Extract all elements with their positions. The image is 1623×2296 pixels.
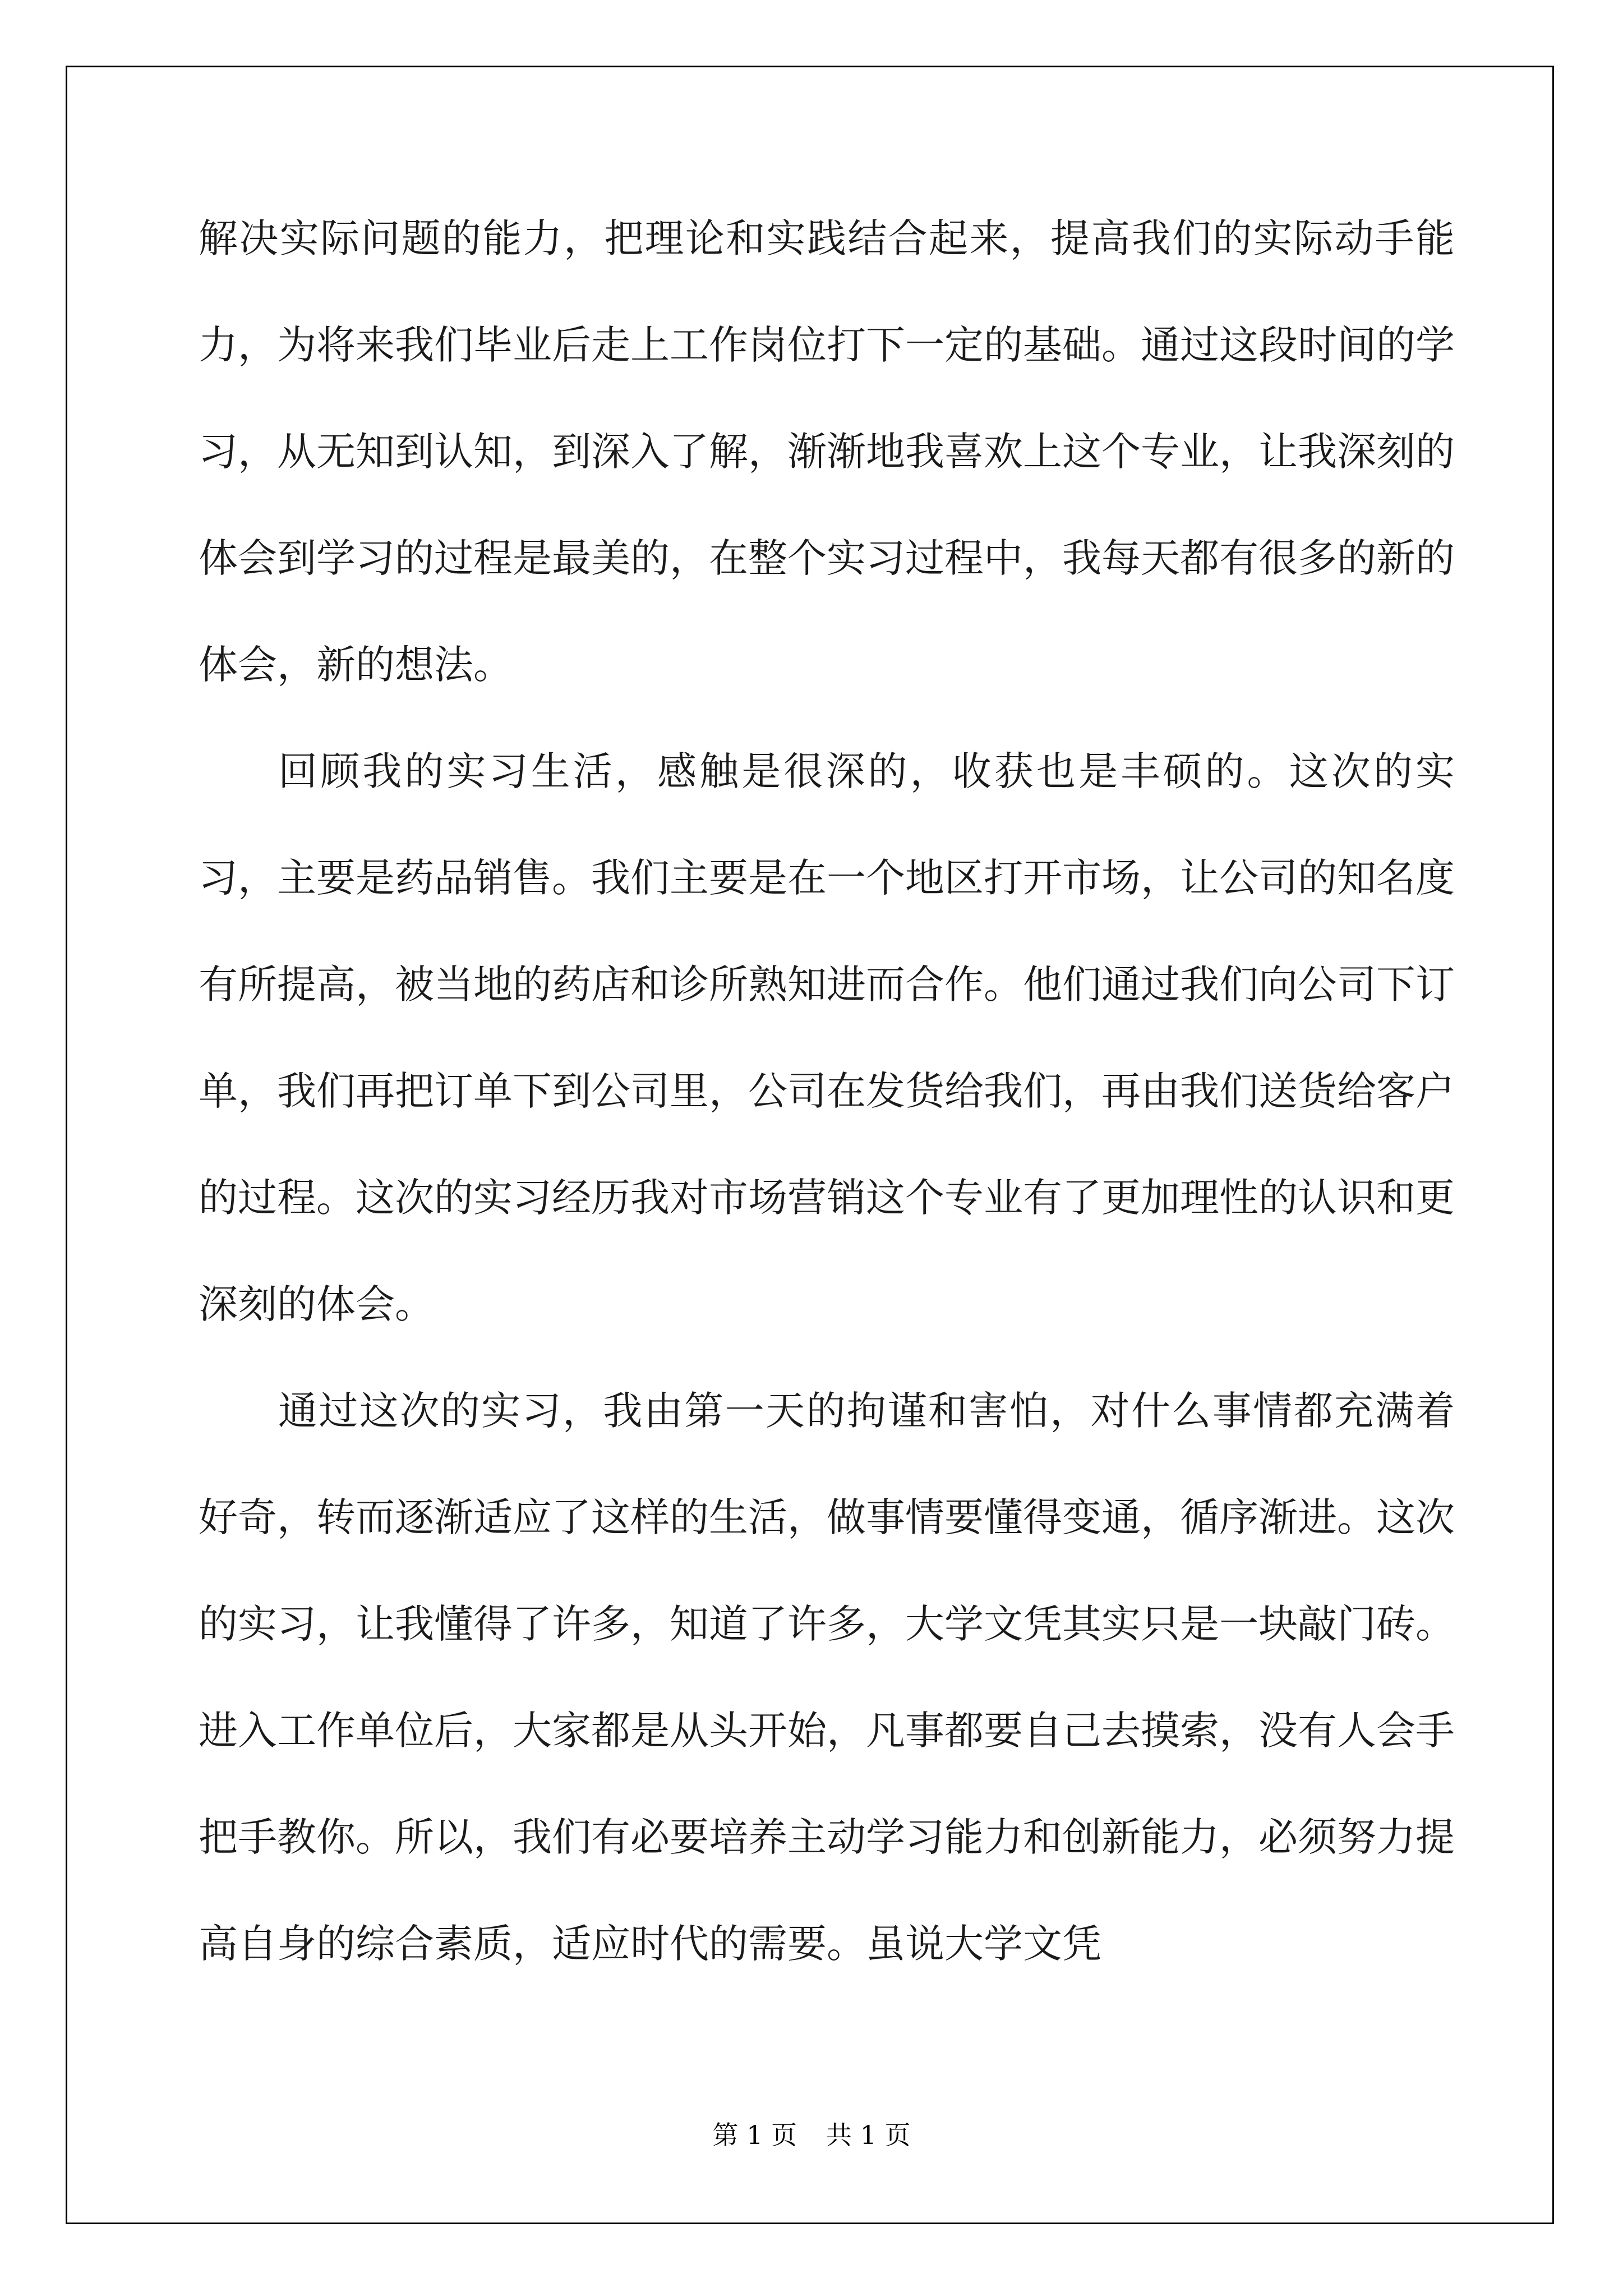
paragraph-1: 解决实际问题的能力，把理论和实践结合起来，提高我们的实际动手能力，为将来我们毕业后走上工作岗位打下一定的基础。通过这段时间的学习，从无知到认知，到深入了解，渐渐地我喜欢上这个专业，让我深刻的体会到学习的过程是最美的，在整个实习过程中，我每天都有很多的新的体会，新的想法。 (199, 215, 1455, 688)
page-number: 第 1 页 (712, 2120, 797, 2150)
document-body (199, 185, 1455, 1997)
paragraph-2: 回顾我的实习生活，感触是很深的，收获也是丰硕的。这次的实习，主要是药品销售。我们主要是在一个地区打开市场，让公司的知名度有所提高，被当地的药店和诊所熟知进而合作。他们通过我们向公司下订单，我们再把订单下到公司里，公司在发货给我们，再由我们送货给客户的过程。这次的实习经历我对市场营销这个专业有了更加理性的认识和更深刻的体会。 (199, 748, 1455, 1327)
page-footer (0, 2115, 1623, 2152)
paragraph-3: 通过这次的实习，我由第一天的拘谨和害怕，对什么事情都充满着好奇，转而逐渐适应了这样的生活，做事情要懂得变通，循序渐进。这次的实习，让我懂得了许多，知道了许多，大学文凭其实只是一块敲门砖。进入工作单位后，大家都是从头开始，凡事都要自己去摸索，没有人会手把手教你。所以，我们有必要培养主动学习能力和创新能力，必须努力提高自身的综合素质，适应时代的需要。虽说大学文凭 (199, 1388, 1455, 1967)
page-total: 共 1 页 (826, 2120, 911, 2150)
